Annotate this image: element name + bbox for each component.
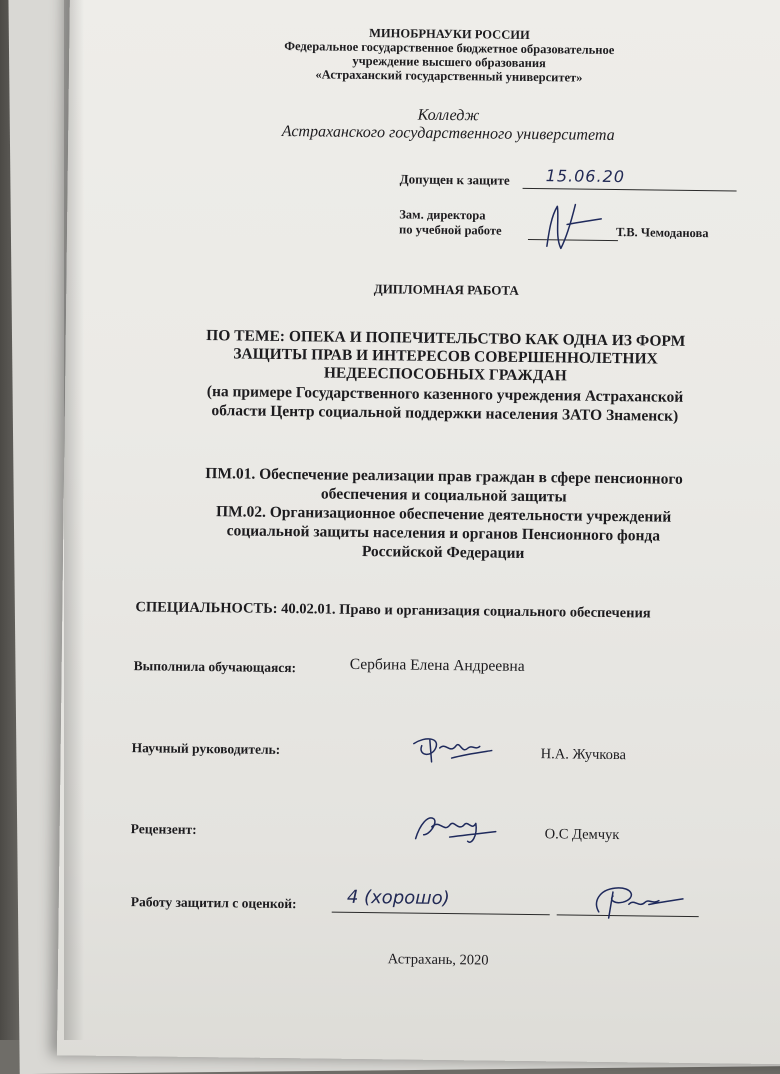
binding-shadow [64, 0, 84, 1040]
supervisor-name: Н.А. Жучкова [540, 746, 627, 764]
work-type: ДИПЛОМНАЯ РАБОТА [373, 281, 519, 298]
pm1-line-2: обеспечения и социальной защиты [320, 485, 567, 506]
title-page [57, 0, 780, 1065]
college-line-2: Астраханского государственного университета [281, 122, 615, 145]
admitted-line [523, 188, 737, 192]
grade-value: 4 (хорошо) [346, 886, 450, 910]
specialty-value: 40.02.01. Право и организация социального обеспечения [281, 600, 651, 622]
pm2-line-1: ПМ.02. Организационное обеспечение деятельности учреждений [215, 503, 672, 526]
topic-line-1: ПО ТЕМЕ: ОПЕКА И ПОПЕЧИТЕЛЬСТВО КАК ОДНА ИЗ ФОРМ [206, 327, 686, 350]
deputy-line-2: по учебной работе [398, 222, 502, 238]
reviewer-name: О.С Демчук [544, 826, 620, 844]
admitted-date: 15.06.20 [545, 166, 626, 187]
city-year: Астрахань, 2020 [387, 951, 489, 969]
student-name: Сербина Елена Андреевна [349, 655, 525, 675]
deputy-line-1: Зам. директора [399, 207, 486, 223]
specialty-label: СПЕЦИАЛЬНОСТЬ: [135, 599, 278, 617]
university-name: «Астраханский государственный университет» [315, 67, 583, 85]
student-label: Выполнила обучающаяся: [133, 658, 297, 676]
example-line-1: (на примере Государственного казенного учреждения Астраханской [206, 383, 684, 406]
topic-line-3: НЕДЕЕСПОСОБНЫХ ГРАЖДАН [323, 364, 567, 385]
deputy-signature [537, 196, 608, 257]
institution-line-2: учреждение высшего образования [352, 53, 546, 71]
college-line-1: Колледж [417, 106, 480, 125]
pm2-line-2: социальной защиты населения и органов Пенсионного фонда [226, 522, 661, 545]
topic-line-2: ЗАЩИТЫ ПРАВ И ИНТЕРЕСОВ СОВЕРШЕННОЛЕТНИХ [233, 345, 658, 368]
admitted-label: Допущен к защите [399, 171, 510, 188]
defense-signature [579, 882, 689, 923]
deputy-name: Т.В. Чемоданова [615, 225, 709, 241]
grade-line [332, 912, 550, 916]
supervisor-label: Научный руководитель: [131, 740, 281, 757]
reviewer-signature [409, 805, 500, 851]
institution-line-1: Федеральное государственное бюджетное образовательное [284, 38, 615, 58]
pm2-line-3: Российской Федерации [361, 542, 525, 562]
pm1-line-1: ПМ.01. Обеспечение реализации прав граждан в сфере пенсионного [205, 465, 683, 488]
example-line-2: области Центр социальной поддержки населения ЗАТО Знаменск) [211, 402, 679, 425]
supervisor-signature [405, 728, 495, 769]
specialty-line [135, 599, 650, 622]
reviewer-label: Рецензент: [130, 821, 197, 837]
grade-label: Работу защитил с оценкой: [130, 894, 297, 912]
ministry: МИНОБРНАУКИ РОССИИ [369, 26, 530, 42]
